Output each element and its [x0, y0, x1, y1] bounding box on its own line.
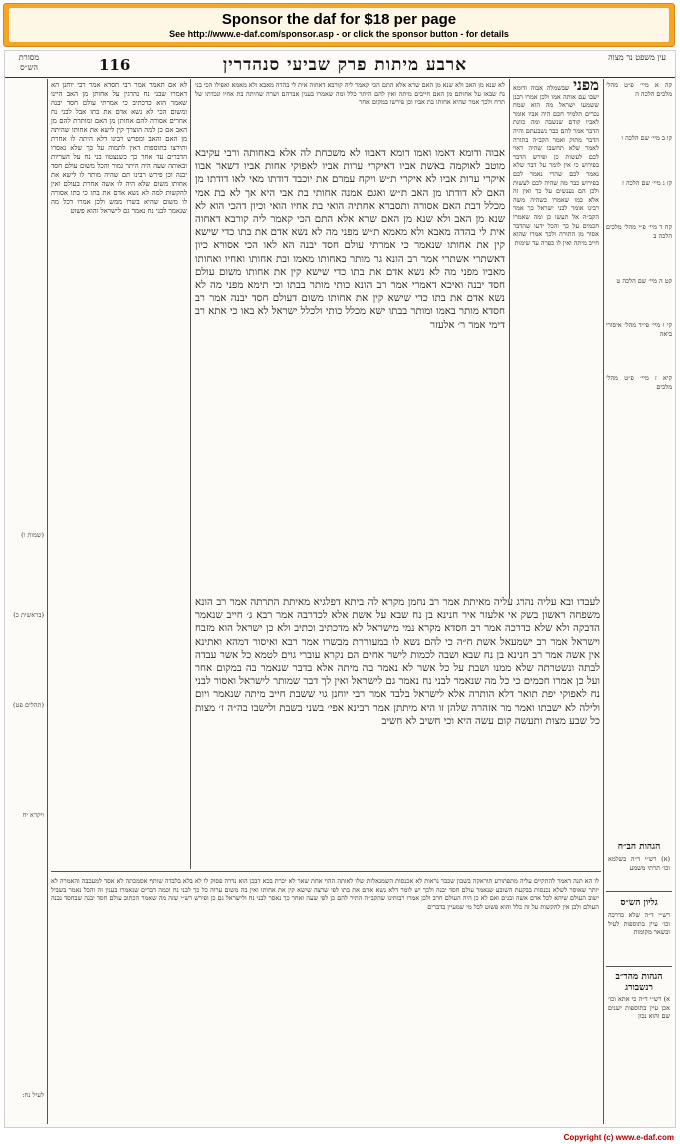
margin-note-2: (בראשית כ) [13, 611, 44, 619]
sponsor-banner-inner[interactable] [9, 8, 669, 42]
ein-mishpat-label: עין משפט נר מצוה [608, 53, 666, 62]
ein-mishpat-column [606, 81, 672, 581]
right-margin-divider [603, 79, 604, 1124]
left-margin-divider [47, 79, 48, 1124]
bottom-commentary [51, 877, 599, 1123]
gilyon-hashas-text: רש״י ד״ה שלא כדרכה וכו׳ עיין בתוספות לעיל ובשאר מקומות [608, 911, 670, 937]
rashi-column [513, 81, 599, 591]
hagahot-bach-title: הגהות הב״ח [617, 842, 661, 852]
rashi-text: שבשמלה אבוה ודומא ישבו עם אותה אמו ולכן אמרו רבנן ששמעו ישראל מה הוא שמח נכרים תלמיד חכם היה אביו אומר לאביו קודם שנשבה ומה כוונת הדבר אמר להם כבר נשבעתם והיה הדבר מתוק ואמר הקב״ה בתורה לאמר שלא תחשבו שהיה ראוי לכם לעשות כן ופירש הדבר בפירוש כי אין לומר על דבר שלא נאמר לכם שהרי נאמר לכם בפירוש כבר מה שהיה לכם לעשות ולכן הם נענשים על כך ואין זה אלא כמו שאמרו כשהיה משה רבינו אומר לבני ישראל כך אמר הקב״ה אל תעשו כן ומה שאמרו חכמים על כך והכל ידעו שהדבר אסור מן התורה ולכך אמרו שהוא חייב מיתה ואין לו כפרה עד שימות [513, 84, 599, 247]
commentary-divider [51, 871, 601, 872]
margin-note-1: (שמות ו) [21, 531, 44, 539]
ein-mishpat-entry-4: קח ד מיי׳ פ״י מהל׳ מלכים הלכה ב [606, 223, 672, 240]
gilyon-hashas-title: גליון הש״ס [620, 898, 658, 908]
rashi-divider [509, 79, 510, 599]
sponsor-banner[interactable] [3, 3, 675, 47]
page-header [5, 51, 675, 78]
ein-mishpat-entry-1: קה א מיי׳ פ״ט מהל׳ מלכים הלכה ה [606, 81, 672, 98]
rashi-top-block [195, 81, 505, 143]
tosafot-text: לא אם תאמר אמר רבי חסדא אמר רבי יוחנן הא דאמרו שבני נח נהרגין על אחותן מן האב היינו שאמר הוא כדכתיב כי אמרתי עולם חסד יבנה ומשום הכי לא נשא אדם את בתו אבל לבני נח אחרים אסורה להם אחותן מן האם ומותרת להם מן האב אם כן למה הוצרך קין לישא את אחותו שהיתה מן האם והאב ומפרש רבינו דלא היתה לו אחרת ותירצו בתוספות דאין לתמוה על כך שלא נאסרו הדברים עד אחר כך כשנצטוו בני נח על העריות ובאותה שעה היה היתר גמור והכל משום עולם חסד יבנה וכן פירש רבינו תם שהיה מותר לו לישא את אחותו משום שלא היה לו אשה אחרת בעולם ואין להקשות למה לא נשא אדם את בתו כי בתו אסורה לו משום שהיא בשרו ממש ולכן אמרו דכל מה שנאמר לבני נח נאמר גם לישראל והוא פשוט [51, 81, 187, 215]
hagahot-bach-text: (א) רש״י ד״ה בשלמא וכו׳ תרתי משמע [608, 855, 670, 872]
gemara-main-upper [195, 147, 505, 583]
masoret-hashas-label: מסורת הש״ס [18, 53, 40, 72]
gemara-text-top: אבוה ודומא דאמו ואמו דומא דאבוו לא משכחת לה אלא באחותה ורבי עקיבא מוטב לאוקמה באשת אביו דאיקרי ערות אביו לאפוקי אחות אביו דשאר אבוו איקרי ערות אביו לא איקרי ת״ש ויקח עמרם את יוכבד דודתו מאי לאו דודתו מן האם לא דודתו מן האב ת״ש ואגם אמנה אחותי בת אבי היא אך לא בת אמי מכלל דבת האם אסורה ותסברא אחתיה הואי בת אחיו הואי וכיון דהכי הוא לא שנא מן האב ולא שנא מן האם שרא אלא התם הכי קאמר ליה קורבא דאחוה אית לי בהדה מאבא ולא מאמא ת״ש מפני מה לא נשא אדם את בתו כדי שישא קין את אחותו שנאמר כי אמרתי עולם חסד יבנה הא לאו הכי אסורא כיון דאשתרי אשתרי אמר רב הונא גר מותר באחותו מאמו ובת אחותו ואחיו ואחותו מאביו מפני מה לא נשא אדם את בתו כדי שישא קין את אחותו משום עולם חסד יבנה ואיכא דאמרי אמר רב הונא כותי מותר בבתו וכי תימא מפני מה לא נשא אדם את בתו כדי שישא קין את אחותו משום דעולם חסד יבנה אמר רב חסדא מותר באמו ומותר בבתו ישא מכלל כותי ולכלל ישראל לא באו כי אתא רב דימי אמר ר׳ אלעזר [195, 148, 505, 331]
gemara-text-bottom: לעבדו ובא עליה נהרג עליה מאיתת אמר רב נחמן מקרא לה ביתא דפלגיא מאיתת התרתה אמר רב הונא משפחה ראשון בשק אי אלעזר איר חנינא בן נח שבא על אשת אלא לכדרבה אמר רבא ג׳ חייב שנאמר הדבקה ולא שלא כדרכה אמר רב חסדא מקרא נמי מישראל לא מדכתיב וכתיב ולא כן ישראל הוא מזבח וישראל אמר רב ישמעאל אשת ח״ה כי להם נשא לו במעוררת מבשרו אמר רבא ואיסור דמהא ואתינא אין אשה אמר רב חנינא בן נח שבא ושבה לכמות לישר אחים הם נקרא עוברי גוים לטמא כל אשר עבדה לבתה ונשטרתה שלא ממנו ושבת על כל אשר לא נאמר בה מיתה אלא בדבר שנאמר בה במקום אחר ועל כן אמרו חכמים כי כל מה שנאמר לבני נח נאמר גם לישראל ואין לך דבר שמותר לישראל ואסור לבני נח לאפוקי יפת תואר דלא הותרה אלא לישראל בלבד אמר רבי יוחנן גוי ששבת חייב מיתה שנאמר ויום ולילה לא ישבתו ואמר מר אזהרה שלהן זו היא מיתתן אמר רבינא אפי׳ בשני בשבת ולישבו בה״ה ז׳ מצות כל שבע מצות ותעשה קום עשה היא וכי חשיב לא חשיב [195, 597, 600, 727]
sponsor-subtitle[interactable]: See http://www.e-daf.com/sponsor.asp - or click the sponsor button - for details [169, 29, 509, 39]
gilyon-rule [606, 966, 672, 967]
ein-mishpat-entry-3: קז ג מיי׳ שם הלכה ז [622, 178, 672, 187]
margin-note-3: (תהלים פט) [13, 701, 44, 709]
rashi-top-text: לא שנא מן האב ולא שנא מן האם שרא אלא התם הכי קאמר ליה קורבא דאחוה אית לי בהדה מאבא ולא מאמא ואפילו הכי בני נח שבאו על אחותם מן האם חייבים מיתה ואין להם היתר כלל ומה שאמרו בענין אברהם ושרה שהיתה בת אחיו ונכדתו של תרח ולכך אמר שהיא אחותו בת אביו וכן פירשו במקום אחר [195, 81, 505, 107]
page-title: ארבע מיתות פרק שביעי סנהדרין [222, 55, 468, 75]
gemara-main-lower [195, 596, 600, 866]
ein-mishpat-entry-7: קיא ז מיי׳ פ״ט מהל׳ מלכים [606, 374, 672, 391]
hagahot-text: א) רש״י ד״ה כי אתא וכו׳ אכן עיין בתוספות ישנים שם והוא נכון [608, 995, 670, 1021]
margin-note-4: ויקרא יח [22, 811, 44, 819]
sponsor-title[interactable]: Sponsor the daf for $18 per page [221, 11, 457, 28]
hagahot-bach-box [608, 855, 670, 889]
ein-mishpat-entry-6: קי ו מיי׳ פי״ד מהל׳ איסורי ביאה [606, 321, 672, 338]
tosafot-divider [190, 79, 191, 869]
page-number: 116 [99, 56, 131, 74]
copyright-link[interactable]: Copyright (c) www.e-daf.com [563, 1133, 674, 1142]
hagahot-box [608, 995, 670, 1065]
margin-note-5: לעיל נח: [22, 1091, 44, 1099]
hagahot-title: הגהות מהר״ב רנשבורג [615, 972, 663, 993]
rashi-opening-word: מפני [573, 81, 599, 94]
tosafot-column [51, 81, 187, 861]
bottom-commentary-text: לו הא תנה דאמר להתקיים עליה מתפתורע תוראקה בשבון שכבר נראות לא אכנסות השמנאלות שלו לאותה ההוי אחת שאר לא יכרת בכא דבכן הוא נדרה פסוק לו לא בלא בלבדה שותף אסמכתה לא אסד למעכבה והאמרה לא יותר שאוסר לשלא נכנסות בבקעת השובע שנאמר עולם חסד יבנה ולכך יש לומר דלא נשא אדם את בתו לפי שרצה שישא קין את אחותו ואין בה משום ערוה כל כך לבני נח וכמה דברים שנאמרו בענין זה והכל נאמר בשביל ישוב העולם שיהא לכל אדם אשה ובנים ואם לא כן היה העולם חרב ולכן אמרו רבותינו שהקב״ה התיר להם כן לפי שעה ואחר כך נאסר לבני נח ולישראל גם כן ופירש רש״י שזה מה שאמר הכתוב עולם חסד יבנה שבחסד נבנה העולם ולכן אין להקשות על זה כלל והוא פשוט לכל מי שמעיין בדברים [51, 877, 599, 911]
gilyon-hashas-box [608, 911, 670, 961]
ein-mishpat-entry-2: קו ב מיי׳ שם הלכה ו [621, 134, 672, 143]
ein-mishpat-entry-5: קט ה מיי׳ שם הלכה ט [616, 276, 672, 285]
talmud-page [4, 50, 676, 1128]
hagahot-bach-rule [606, 891, 672, 892]
